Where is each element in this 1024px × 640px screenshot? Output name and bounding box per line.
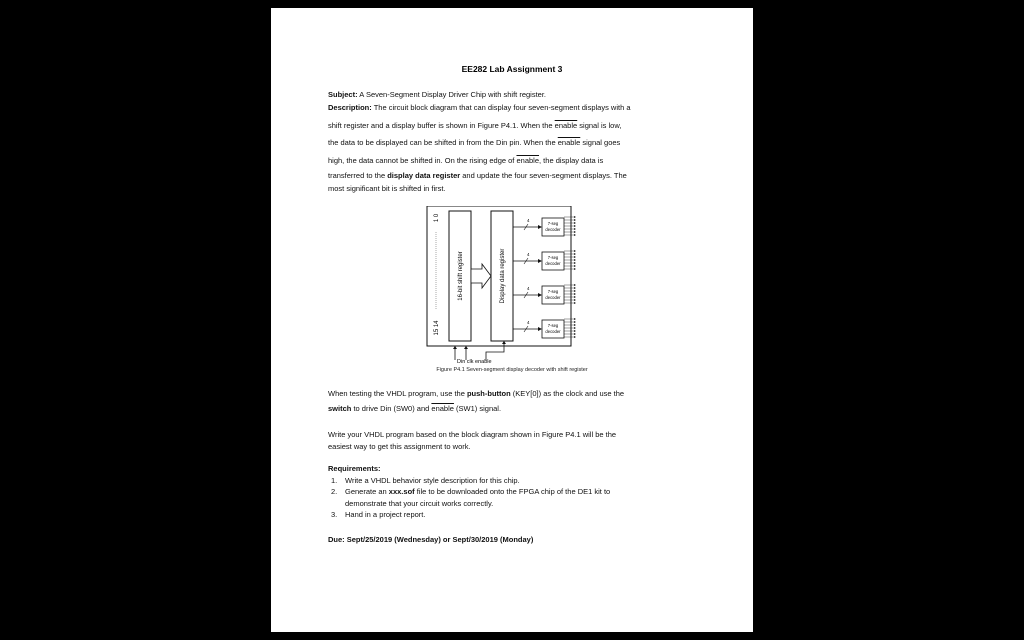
- segment-output-arrow: [574, 336, 576, 338]
- enable-signal: enable: [557, 138, 581, 147]
- list-number: 3.: [331, 510, 338, 519]
- list-number: 2.: [331, 487, 338, 496]
- segment-output-arrow: [574, 327, 576, 329]
- requirement-text: Generate an: [345, 487, 387, 496]
- description-line: The circuit block diagram that can display four seven-segment displays with a: [373, 103, 631, 112]
- display-register-label: Display data register: [500, 248, 506, 304]
- decoder-label-2: decoder: [545, 329, 561, 334]
- input-pin-labels: Din clk enable: [457, 359, 492, 364]
- write-text: Write your VHDL program based on the block diagram shown in Figure P4.1 will be the: [328, 430, 617, 439]
- description-line: and update the four seven-segment displays. The: [462, 171, 627, 180]
- requirement-text: demonstrate that your circuit works correctly.: [345, 498, 494, 508]
- write-paragraph: [328, 429, 700, 452]
- description-line: signal goes: [582, 138, 621, 147]
- description-line: shift register and a display buffer is shown in Figure P4.1. When the: [328, 120, 553, 130]
- bus-width-label: 4: [527, 286, 530, 291]
- segment-output-arrow: [574, 321, 576, 323]
- segment-output-arrow: [574, 268, 576, 270]
- bus-width-label: 4: [527, 252, 530, 257]
- segment-output-arrow: [574, 219, 576, 221]
- due-date: Due: Sept/25/2019 (Wednesday) or Sept/30/2019 (Monday): [328, 535, 534, 544]
- switch-term: switch: [328, 404, 352, 413]
- segment-output-arrow: [574, 250, 576, 252]
- bus-width-label: 4: [527, 218, 530, 223]
- bus-arrowhead: [538, 259, 542, 263]
- requirements-list: [328, 475, 700, 521]
- testing-text: to drive Din (SW0) and: [353, 404, 430, 413]
- list-number: 1.: [331, 475, 338, 485]
- bus-width-label: 4: [527, 320, 530, 325]
- requirements-section: [328, 463, 700, 521]
- bit-label-bottom: 15 14: [434, 320, 440, 336]
- segment-output-arrow: [574, 216, 576, 218]
- document-title: EE282 Lab Assignment 3: [461, 64, 563, 74]
- description-label: Description:: [328, 103, 372, 112]
- list-item: [328, 475, 700, 487]
- segment-output-arrow: [574, 253, 576, 255]
- shift-register-label: 16-bit shift register: [458, 251, 464, 301]
- transfer-arrow: [471, 264, 491, 288]
- segment-output-arrow: [574, 225, 576, 227]
- bit-label-top: 1 0: [434, 213, 440, 223]
- segment-output-arrow: [574, 324, 576, 326]
- segment-output-arrow: [574, 287, 576, 289]
- decoder-label-1: 7-seg: [547, 289, 559, 294]
- decoder-label-1: 7-seg: [547, 323, 559, 328]
- segment-output-arrow: [574, 228, 576, 230]
- segment-output-arrow: [574, 330, 576, 332]
- description-line: high, the data cannot be shifted in. On the rising edge of: [328, 155, 515, 165]
- description-line: the data to be displayed can be shifted in from the Din pin. When the: [328, 138, 556, 147]
- requirement-text: Hand in a project report.: [345, 510, 426, 519]
- segment-output-arrow: [574, 296, 576, 298]
- subject-text: A Seven-Segment Display Driver Chip with shift register.: [359, 90, 547, 99]
- description-line: , the display data is: [539, 155, 604, 165]
- list-item: [328, 486, 700, 509]
- requirement-text: file to be downloaded onto the FPGA chip of the DE1 kit to: [416, 487, 611, 496]
- decoder-label-2: decoder: [545, 295, 561, 300]
- segment-output-arrow: [574, 259, 576, 261]
- segment-output-arrow: [574, 302, 576, 304]
- decoder-group: [513, 218, 564, 338]
- enable-signal: enable: [431, 404, 454, 413]
- testing-text: When testing the VHDL program, use the: [328, 389, 465, 398]
- description-line: transferred to the: [328, 171, 386, 180]
- segment-output-arrow: [574, 256, 576, 258]
- subject-label: Subject:: [328, 90, 358, 99]
- requirements-heading: Requirements:: [328, 464, 381, 473]
- segment-output-arrow: [574, 262, 576, 264]
- testing-text: (SW1) signal.: [456, 404, 502, 413]
- decoder-label-2: decoder: [545, 261, 561, 266]
- display-data-register-term: display data register: [387, 171, 461, 180]
- write-text: easiest way to get this assignment to work.: [328, 441, 471, 451]
- decoder-label-1: 7-seg: [547, 221, 559, 226]
- sof-file-term: xxx.sof: [388, 487, 415, 496]
- testing-paragraph: [328, 386, 700, 416]
- figure-caption: Figure P4.1 Seven-segment display decoder with shift register: [436, 367, 588, 373]
- segment-output-arrow: [574, 318, 576, 320]
- enable-signal: enable: [554, 120, 578, 130]
- description-paragraph: [328, 99, 700, 195]
- segment-output-arrow: [574, 265, 576, 267]
- segment-output-arrow: [574, 284, 576, 286]
- bus-arrowhead: [538, 225, 542, 229]
- enable-signal: enable: [516, 155, 540, 165]
- list-item: [328, 509, 700, 521]
- push-button-term: push-button: [466, 389, 511, 398]
- segment-output-arrow: [574, 231, 576, 233]
- segment-output-arrow: [574, 293, 576, 295]
- block-diagram: [424, 206, 594, 364]
- testing-text: (KEY[0]) as the clock and use the: [512, 389, 625, 398]
- document-page: [271, 8, 753, 632]
- enable-line: [486, 341, 504, 360]
- description-line: most significant bit is shifted in first.: [328, 184, 446, 193]
- segment-output-arrow: [574, 234, 576, 236]
- decoder-label-1: 7-seg: [547, 255, 559, 260]
- segment-output-arrow: [574, 290, 576, 292]
- requirement-text: Write a VHDL behavior style description for this chip.: [345, 475, 520, 485]
- description-line: signal is low,: [579, 120, 622, 130]
- decoder-label-2: decoder: [545, 227, 561, 232]
- segment-output-arrow: [574, 299, 576, 301]
- bus-arrowhead: [538, 293, 542, 297]
- segment-output-arrow: [574, 333, 576, 335]
- bus-arrowhead: [538, 327, 542, 331]
- segment-output-arrow: [574, 222, 576, 224]
